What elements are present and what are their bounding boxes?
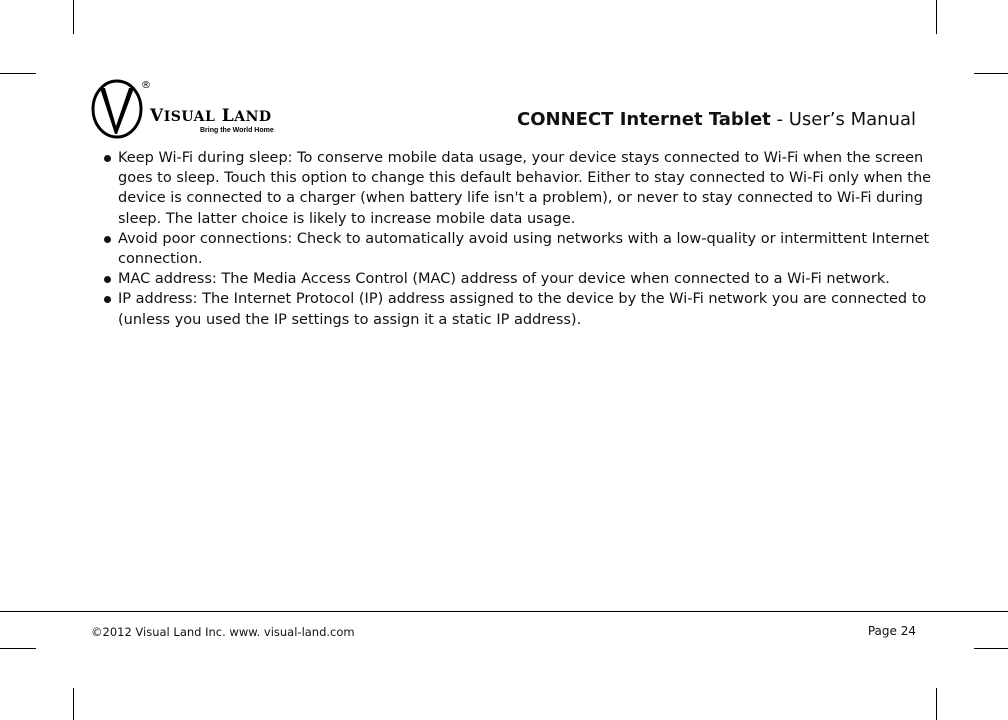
visual-land-logo	[90, 78, 300, 140]
footer-copyright: ©2012 Visual Land Inc. www. visual-land.com	[91, 625, 355, 639]
crop-mark-bottom-right-vertical	[936, 688, 937, 720]
list-item	[102, 229, 942, 269]
footer-divider	[0, 611, 1008, 612]
bullet-list	[102, 148, 942, 330]
brand-tagline: Bring the World Home	[200, 127, 274, 134]
bullet-icon	[104, 236, 111, 243]
crop-mark-top-right-vertical	[936, 0, 937, 34]
crop-mark-bottom-right-horizontal	[974, 648, 1008, 649]
list-item	[102, 289, 942, 329]
header-title-product: CONNECT Internet Tablet	[517, 109, 771, 130]
crop-mark-bottom-left-horizontal	[0, 648, 36, 649]
bullet-text-keep-wifi: Keep Wi-Fi during sleep: To conserve mobile data usage, your device stays connected to Wi-Fi when the screen goes to sleep. Touch this option to change this default behavior. Either to stay connected to Wi-Fi only when the device is connected to a charger (when battery life isn't a problem), or never to stay connected to Wi-Fi during sleep. The latter choice is likely to increase mobile data usage.	[118, 150, 932, 227]
bullet-text-ip: IP address: The Internet Protocol (IP) address assigned to the device by the Wi-Fi network you are connected to (unless you used the IP settings to assign it a static IP address).	[118, 291, 927, 328]
bullet-icon	[104, 276, 111, 283]
crop-mark-bottom-left-vertical	[73, 688, 74, 720]
bullet-icon	[104, 296, 111, 303]
list-item	[102, 269, 942, 289]
page-number: Page 24	[867, 624, 916, 638]
crop-mark-top-right-horizontal	[974, 73, 1008, 74]
bullet-text-avoid-poor: Avoid poor connections: Check to automatically avoid using networks with a low-quality or intermittent Internet connection.	[118, 230, 930, 268]
list-item	[102, 148, 942, 229]
brand-name: VISUAL LAND	[150, 106, 272, 126]
crop-mark-top-left-horizontal	[0, 73, 36, 74]
header-title-suffix: - User’s Manual	[770, 109, 916, 130]
crop-mark-top-left-vertical	[73, 0, 74, 34]
page-header-title	[517, 109, 916, 130]
bullet-icon	[104, 155, 111, 162]
registered-mark: ®	[141, 80, 151, 91]
bullet-text-mac: MAC address: The Media Access Control (MAC) address of your device when connected to a Wi-Fi network.	[118, 271, 890, 288]
